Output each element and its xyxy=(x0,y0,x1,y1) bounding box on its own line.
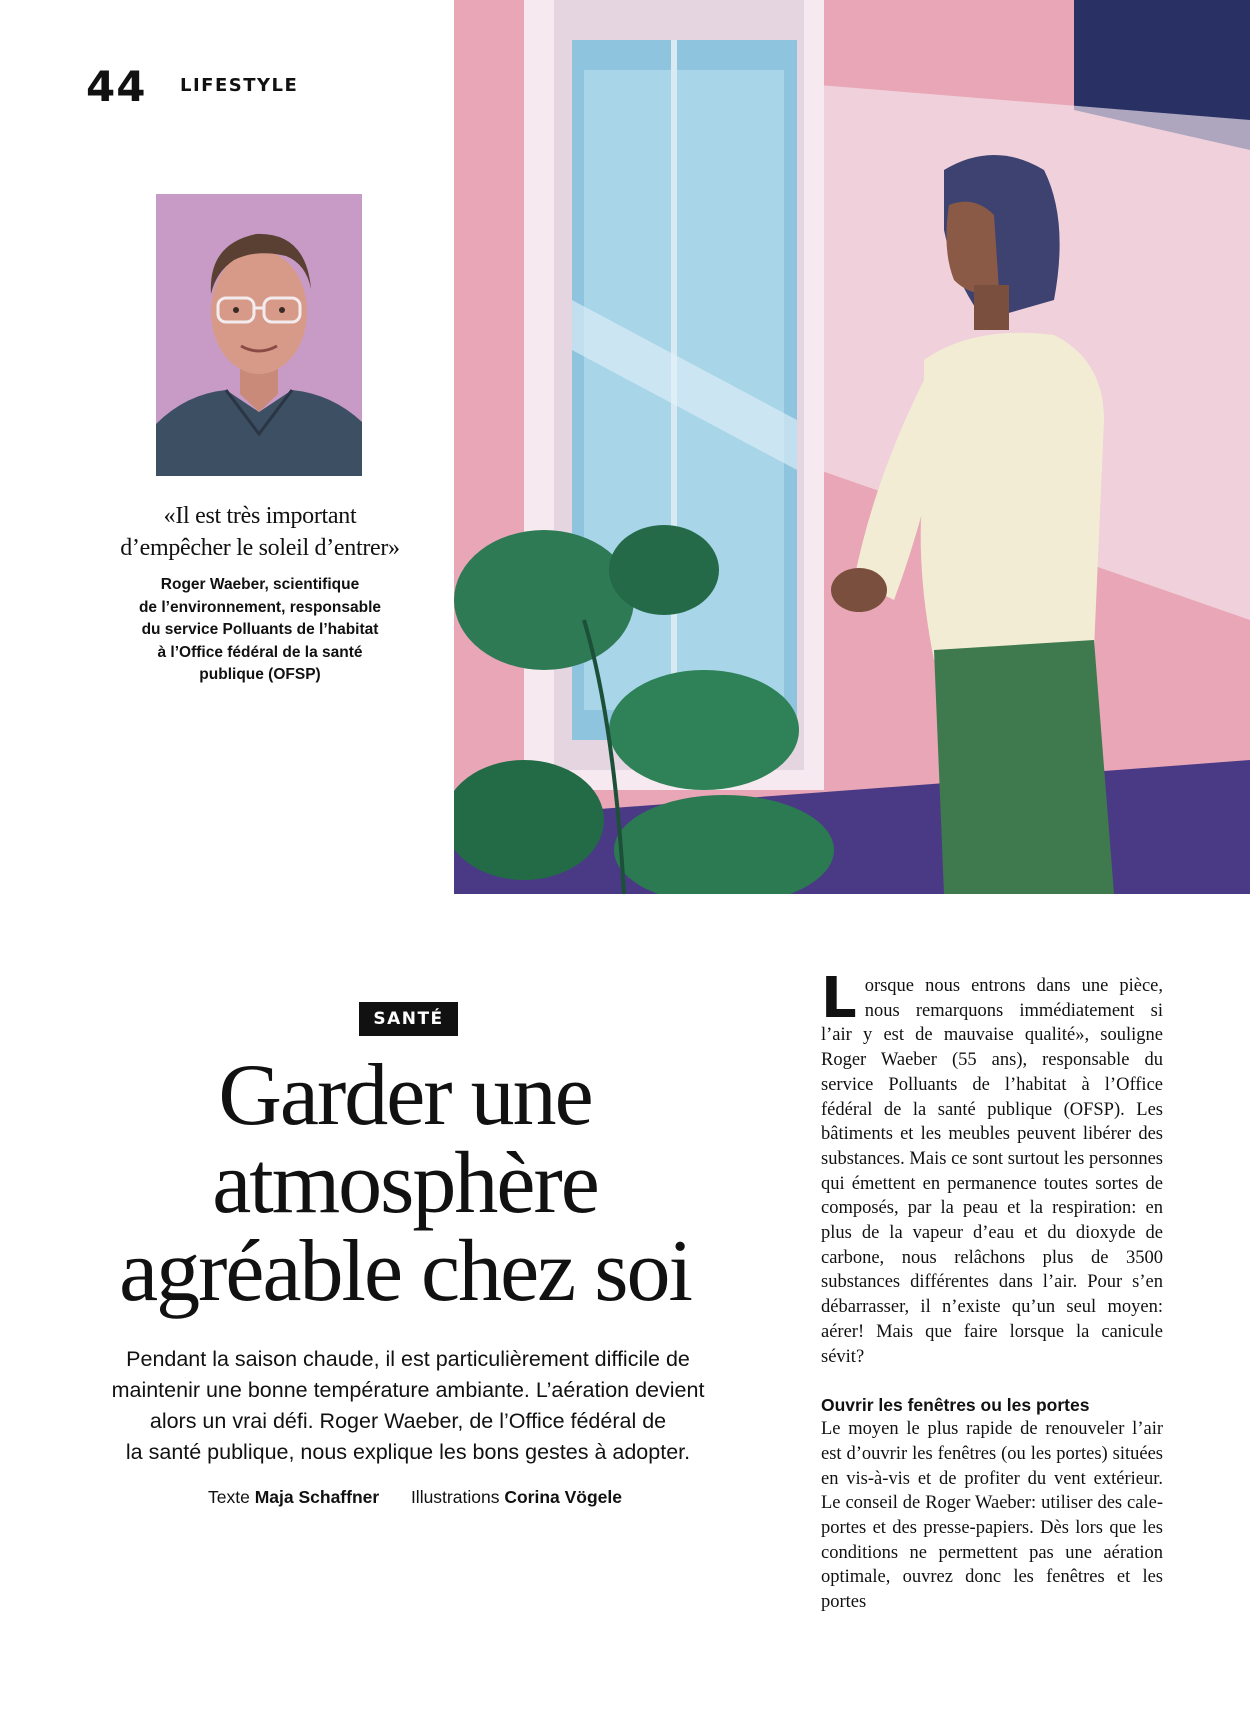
section-label: LIFESTYLE xyxy=(180,75,299,96)
drop-cap: L xyxy=(821,966,857,1031)
credit-text-label: Texte xyxy=(208,1487,250,1507)
headline-line: agréable chez soi xyxy=(119,1223,691,1320)
hero-illustration xyxy=(454,0,1250,894)
page-number: 44 xyxy=(86,62,147,111)
article-lead xyxy=(88,1344,728,1468)
portrait-illustration xyxy=(156,194,362,476)
body-paragraph: Le moyen le plus rapide de renouveler l’air est d’ouvrir les fenêtres (ou les portes) situées en vis-à-vis et de profiter du vent extérieur. Le conseil de Roger Waeber: utiliser des cale-portes et des presse-papiers. Dès lors que les conditions ne permettent pas une aération optimale, ouvrez donc les fenêtres et les portes xyxy=(821,1419,1163,1613)
article-body xyxy=(821,966,1163,1615)
caption-line: publique (OFSP) xyxy=(199,666,321,683)
headline-line: Garder une xyxy=(218,1047,592,1144)
pull-quote xyxy=(110,500,410,564)
lead-line: alors un vrai défi. Roger Waeber, de l’Office fédéral de xyxy=(149,1409,667,1433)
credit-illustration-name: Corina Vögele xyxy=(504,1487,622,1507)
article-credits xyxy=(150,1487,680,1508)
credit-text-name: Maja Schaffner xyxy=(254,1487,380,1507)
section-subhead: Ouvrir les fenêtres ou les portes xyxy=(821,1395,1090,1416)
caption-line: du service Polluants de l’habitat xyxy=(141,621,379,638)
category-badge: SANTÉ xyxy=(359,1002,458,1036)
credit-illustration-label: Illustrations xyxy=(410,1487,500,1507)
quote-line: «Il est très important xyxy=(163,503,357,529)
lead-line: la santé publique, nous explique les bons gestes à adopter. xyxy=(125,1440,691,1464)
woman-window-illustration xyxy=(454,0,1250,894)
lead-line: Pendant la saison chaude, il est particulièrement difficile de xyxy=(126,1347,690,1371)
paragraph-text: orsque nous entrons dans une pièce, nous remarquons immédiatement si l’air y est de mauvaise qualité», souligne Roger Waeber (55 ans), responsable du service Polluants de l’habitat à l’Office fédéral de la santé publique (OFSP). Les bâtiments et les meubles peuvent libérer des substances. Mais ce sont surtout les personnes qui émettent en permanence toutes sortes de composés, par la peau et la respiration: en plus de la vapeur d’eau et du dioxyde de carbone, nous relâchons plus de 3500 substances différentes dans l’air. Pour s’en débarrasser, il n’existe qu’un seul moyen: aérer! Mais que faire lorsque la canicule sévit? xyxy=(821,976,1163,1367)
quote-line: d’empêcher le soleil d’entrer» xyxy=(120,535,400,561)
lead-line: maintenir une bonne température ambiante. L’aération devient xyxy=(111,1378,705,1402)
headline-line: atmosphère xyxy=(212,1135,598,1232)
caption-line: à l’Office fédéral de la santé xyxy=(157,643,363,661)
quote-caption xyxy=(120,574,400,687)
body-paragraph xyxy=(821,966,1163,1369)
caption-line: Roger Waeber, scientifique xyxy=(160,576,360,593)
portrait-photo xyxy=(156,194,362,476)
caption-line: de l’environnement, responsable xyxy=(138,598,382,616)
article-headline xyxy=(70,1047,740,1320)
